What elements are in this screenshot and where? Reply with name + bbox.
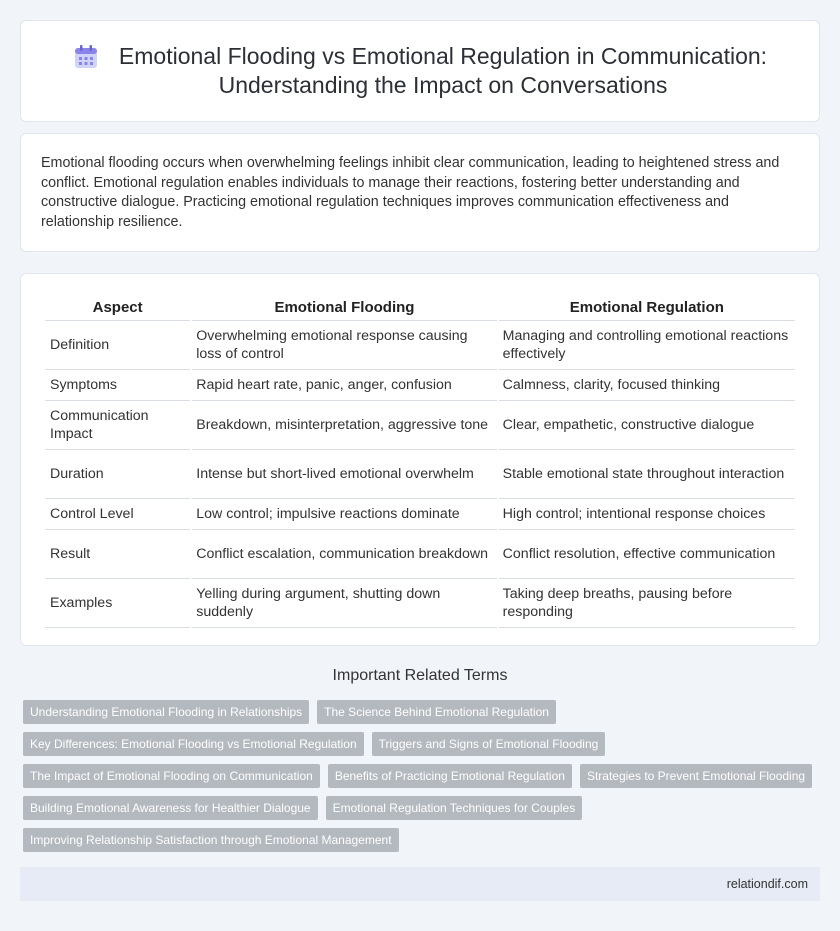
table-header-row — [45, 294, 795, 321]
related-term-tag[interactable]: The Impact of Emotional Flooding on Communication — [23, 764, 320, 788]
table-row — [45, 401, 795, 450]
related-term-tag[interactable]: Building Emotional Awareness for Healthier Dialogue — [23, 796, 318, 820]
row-regulation: Conflict resolution, effective communication — [499, 530, 795, 579]
row-regulation: Taking deep breaths, pausing before responding — [499, 579, 795, 628]
row-flooding: Rapid heart rate, panic, anger, confusion — [192, 370, 496, 401]
row-regulation: High control; intentional response choices — [499, 499, 795, 530]
table-row — [45, 450, 795, 499]
related-terms-title: Important Related Terms — [332, 667, 508, 684]
calendar-icon — [73, 44, 99, 70]
row-flooding: Yelling during argument, shutting down suddenly — [192, 579, 496, 628]
row-regulation: Calmness, clarity, focused thinking — [499, 370, 795, 401]
row-aspect: Result — [45, 530, 190, 579]
table-row — [45, 370, 795, 401]
tag-row — [23, 764, 823, 788]
related-term-tag[interactable]: Strategies to Prevent Emotional Flooding — [580, 764, 812, 788]
related-term-tag[interactable]: Emotional Regulation Techniques for Couples — [326, 796, 583, 820]
row-aspect: Examples — [45, 579, 190, 628]
tag-row — [23, 732, 823, 756]
row-regulation: Stable emotional state throughout interaction — [499, 450, 795, 499]
footer-site-link[interactable]: relationdif.com — [726, 877, 808, 891]
intro-paragraph: Emotional flooding occurs when overwhelming feelings inhibit clear communication, leading to heightened stress and conflict. Emotional regulation enables individuals to manage their reactions, fostering better understanding and constructive dialogue. Practicing emotional regulation techniques improves communication effectiveness and relationship resilience. — [41, 155, 780, 230]
page-title — [119, 42, 767, 100]
related-terms-tags — [23, 700, 823, 860]
header-emotional-regulation: Emotional Regulation — [499, 294, 795, 321]
related-term-tag[interactable]: Understanding Emotional Flooding in Relationships — [23, 700, 309, 724]
page-title-line1: Emotional Flooding vs Emotional Regulation in Communication: — [118, 43, 768, 69]
page-title-line2: Understanding the Impact on Conversations — [218, 72, 668, 98]
header-card — [20, 20, 820, 122]
header-aspect: Aspect — [45, 294, 190, 321]
intro-card — [20, 133, 820, 252]
row-flooding: Overwhelming emotional response causing loss of control — [192, 321, 496, 370]
related-term-tag[interactable]: Key Differences: Emotional Flooding vs Emotional Regulation — [23, 732, 364, 756]
related-term-tag[interactable]: Benefits of Practicing Emotional Regulation — [328, 764, 572, 788]
related-term-tag[interactable]: The Science Behind Emotional Regulation — [317, 700, 556, 724]
tag-row — [23, 796, 823, 820]
row-aspect: Control Level — [45, 499, 190, 530]
row-flooding: Low control; impulsive reactions dominate — [192, 499, 496, 530]
tag-row — [23, 700, 823, 724]
row-aspect: Communication Impact — [45, 401, 190, 450]
row-aspect: Symptoms — [45, 370, 190, 401]
table-row — [45, 530, 795, 579]
row-flooding: Conflict escalation, communication breakdown — [192, 530, 496, 579]
header-emotional-flooding: Emotional Flooding — [192, 294, 496, 321]
header — [73, 42, 767, 100]
related-term-tag[interactable]: Triggers and Signs of Emotional Flooding — [372, 732, 606, 756]
table-row — [45, 499, 795, 530]
comparison-table — [43, 294, 797, 628]
comparison-table-card — [20, 273, 820, 646]
footer — [20, 867, 820, 901]
row-regulation: Managing and controlling emotional reactions effectively — [499, 321, 795, 370]
related-term-tag[interactable]: Improving Relationship Satisfaction through Emotional Management — [23, 828, 399, 852]
row-aspect: Definition — [45, 321, 190, 370]
table-row — [45, 579, 795, 628]
row-regulation: Clear, empathetic, constructive dialogue — [499, 401, 795, 450]
tag-row — [23, 828, 823, 852]
row-flooding: Breakdown, misinterpretation, aggressive tone — [192, 401, 496, 450]
table-row — [45, 321, 795, 370]
row-aspect: Duration — [45, 450, 190, 499]
row-flooding: Intense but short-lived emotional overwhelm — [192, 450, 496, 499]
